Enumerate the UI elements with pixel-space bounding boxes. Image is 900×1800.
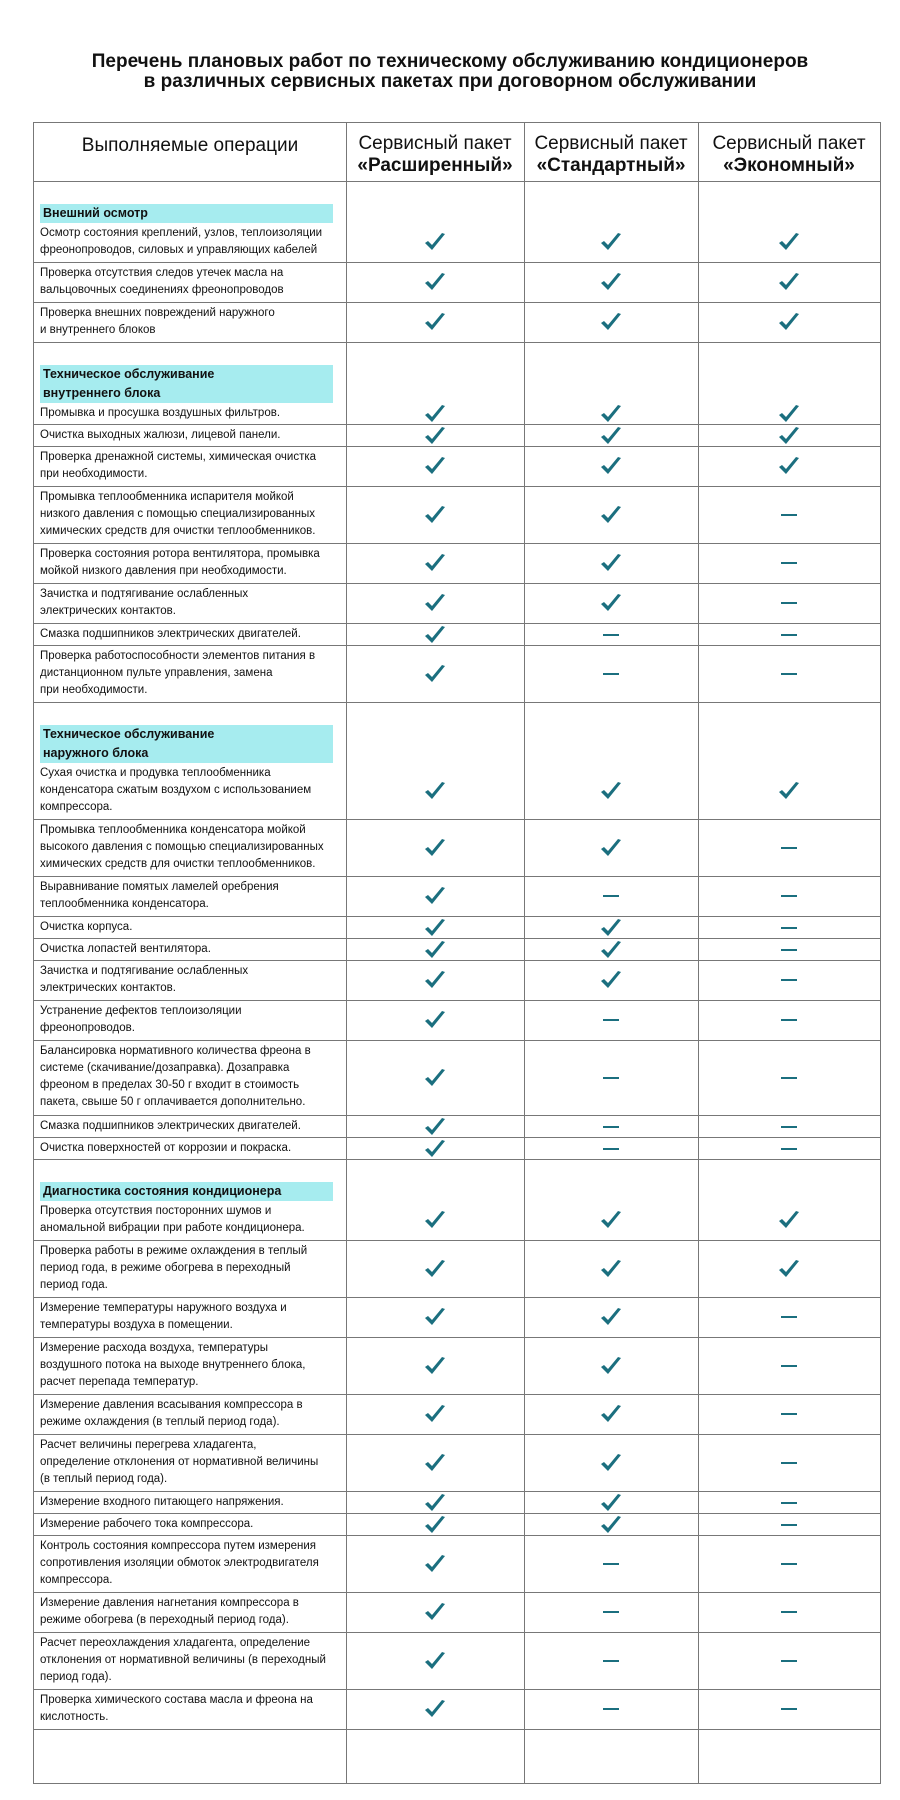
operation-text	[40, 225, 382, 259]
operation-text	[40, 1300, 382, 1334]
check-icon	[599, 552, 623, 574]
package-prefix: Сервисный пакет	[534, 133, 688, 154]
operation-line: Промывка теплообменника испарителя мойкой	[40, 491, 294, 503]
operation-line: период года).	[40, 1671, 112, 1683]
check-icon	[423, 311, 447, 333]
table-row	[34, 1241, 880, 1298]
check-icon	[777, 271, 801, 293]
operation-line: системе (скачивание/дозаправка). Дозаправка	[40, 1062, 290, 1074]
section-title-line: Диагностика состояния кондиционера	[43, 1184, 282, 1198]
operation-line: период года.	[40, 1279, 108, 1291]
dash-icon	[781, 1077, 797, 1079]
check-icon	[599, 1492, 623, 1514]
operation-text	[40, 449, 382, 483]
operation-line: температуры воздуха в помещении.	[40, 1319, 233, 1331]
operation-text	[40, 626, 382, 643]
check-icon	[423, 1492, 447, 1514]
package-name: «Экономный»	[723, 155, 855, 176]
operation-text	[40, 963, 382, 997]
operation-text	[40, 919, 382, 936]
operation-text	[40, 1043, 382, 1111]
operation-line: Зачистка и подтягивание ослабленных	[40, 588, 249, 600]
check-icon	[423, 917, 447, 939]
operation-text	[40, 546, 382, 580]
operation-line: Проверка состояния ротора вентилятора, промывка	[40, 548, 320, 560]
check-icon	[599, 425, 623, 447]
operation-line: компрессора.	[40, 1574, 113, 1586]
operation-line: определение отклонения от нормативной величины	[40, 1456, 319, 1468]
check-icon	[423, 425, 447, 447]
check-icon	[599, 271, 623, 293]
section-title-line: Техническое обслуживание	[43, 727, 215, 741]
table-row	[34, 624, 880, 646]
table-row	[34, 1536, 880, 1593]
dash-icon	[781, 979, 797, 981]
section-title-line: внутреннего блока	[43, 386, 161, 400]
operations-header: Выполняемые операции	[81, 135, 299, 156]
check-icon	[777, 403, 801, 425]
dash-icon	[781, 1462, 797, 1464]
check-icon	[423, 1403, 447, 1425]
table-row	[34, 1041, 880, 1116]
dash-icon	[781, 562, 797, 564]
section-title	[40, 725, 333, 763]
check-icon	[423, 1650, 447, 1672]
check-icon	[423, 231, 447, 253]
check-icon	[599, 1514, 623, 1536]
check-icon	[423, 403, 447, 425]
operation-line: фреоном в пределах 30-50 г входит в стоимость	[40, 1079, 300, 1091]
dash-icon	[603, 634, 619, 636]
check-icon	[423, 1452, 447, 1474]
check-icon	[423, 1355, 447, 1377]
operation-text	[40, 1635, 382, 1686]
check-icon	[423, 1601, 447, 1623]
operation-line: воздушного потока на выходе внутреннего блока,	[40, 1359, 306, 1371]
operation-line: низкого давления с помощью специализированных	[40, 508, 316, 520]
section-title	[40, 365, 333, 403]
operation-line: Измерение давления нагнетания компрессора в	[40, 1597, 299, 1609]
operation-text	[40, 1494, 382, 1511]
operation-line: Очистка лопастей вентилятора.	[40, 943, 211, 955]
check-icon	[423, 1553, 447, 1575]
operation-line: Устранение дефектов теплоизоляции	[40, 1005, 242, 1017]
table-row	[34, 1593, 880, 1633]
table-row	[34, 487, 880, 544]
operation-line: Измерение входного питающего напряжения.	[40, 1496, 284, 1508]
operation-line: Зачистка и подтягивание ослабленных	[40, 965, 249, 977]
operation-line: Проверка отсутствия следов утечек масла на	[40, 267, 284, 279]
dash-icon	[603, 673, 619, 675]
check-icon	[423, 1306, 447, 1328]
check-icon	[599, 592, 623, 614]
operation-line: режиме обогрева (в переходный период года).	[40, 1614, 289, 1626]
check-icon	[777, 455, 801, 477]
operation-text	[40, 1118, 382, 1135]
operation-text	[40, 765, 382, 816]
operation-text	[40, 1516, 382, 1533]
operation-line: электрических контактов.	[40, 982, 176, 994]
check-icon	[423, 624, 447, 646]
operation-line: Расчет величины перегрева хладагента,	[40, 1439, 257, 1451]
table-row	[34, 961, 880, 1001]
check-icon	[599, 311, 623, 333]
operation-text	[40, 427, 382, 444]
check-icon	[423, 885, 447, 907]
check-icon	[599, 1452, 623, 1474]
operation-line: Расчет переохлаждения хладагента, определение	[40, 1637, 311, 1649]
table-row	[34, 447, 880, 487]
check-icon	[423, 780, 447, 802]
operation-line: расчет перепада температур.	[40, 1376, 199, 1388]
table-row	[34, 763, 880, 820]
check-icon	[423, 1698, 447, 1720]
check-icon	[423, 504, 447, 526]
check-icon	[599, 504, 623, 526]
operation-line: Сухая очистка и продувка теплообменника	[40, 767, 271, 779]
operation-line: Проверка отсутствия посторонних шумов и	[40, 1205, 272, 1217]
dash-icon	[781, 895, 797, 897]
operation-line: фреонопроводов.	[40, 1022, 135, 1034]
table-row	[34, 1514, 880, 1536]
table-row	[34, 223, 880, 263]
dash-icon	[603, 895, 619, 897]
dash-icon	[781, 1413, 797, 1415]
table-row	[34, 1138, 880, 1160]
operation-text	[40, 822, 382, 873]
operation-line: (в теплый период года).	[40, 1473, 168, 1485]
operation-text	[40, 305, 382, 339]
dash-icon	[781, 927, 797, 929]
dash-icon	[781, 1502, 797, 1504]
section-header	[34, 343, 880, 403]
dash-icon	[781, 634, 797, 636]
check-icon	[423, 1009, 447, 1031]
table-row	[34, 1201, 880, 1241]
operation-line: Проверка химического состава масла и фреона на	[40, 1694, 313, 1706]
check-icon	[423, 1067, 447, 1089]
operation-text	[40, 1538, 382, 1589]
operation-text	[40, 1340, 382, 1391]
operation-line: при необходимости.	[40, 684, 148, 696]
table-body	[34, 182, 880, 1730]
services-table	[33, 122, 881, 1784]
operation-line: Осмотр состояния креплений, узлов, теплоизоляции	[40, 227, 323, 239]
table-row	[34, 425, 880, 447]
check-icon	[599, 939, 623, 961]
table-row	[34, 939, 880, 961]
table-row	[34, 1298, 880, 1338]
operation-line: Проверка внешних повреждений наружного	[40, 307, 275, 319]
package-header-standard	[524, 133, 698, 177]
table-row	[34, 1690, 880, 1730]
check-icon	[599, 917, 623, 939]
check-icon	[777, 1258, 801, 1280]
check-icon	[423, 837, 447, 859]
operation-line: Измерение рабочего тока компрессора.	[40, 1518, 254, 1530]
check-icon	[777, 231, 801, 253]
dash-icon	[603, 1563, 619, 1565]
section-header	[34, 1160, 880, 1201]
dash-icon	[603, 1148, 619, 1150]
dash-icon	[781, 847, 797, 849]
dash-icon	[781, 602, 797, 604]
table-row	[34, 1492, 880, 1514]
check-icon	[777, 311, 801, 333]
operation-line: теплообменника конденсатора.	[40, 898, 209, 910]
title-line-2: в различных сервисных пакетах при договорном обслуживании	[143, 71, 757, 92]
section-title	[40, 1182, 333, 1201]
check-icon	[599, 403, 623, 425]
check-icon	[599, 837, 623, 859]
check-icon	[423, 1116, 447, 1138]
dash-icon	[781, 1148, 797, 1150]
check-icon	[599, 1209, 623, 1231]
table-row	[34, 877, 880, 917]
package-header-extended	[346, 133, 524, 177]
operation-text	[40, 1437, 382, 1488]
operation-text	[40, 1140, 382, 1157]
check-icon	[423, 939, 447, 961]
check-icon	[599, 780, 623, 802]
dash-icon	[781, 1365, 797, 1367]
dash-icon	[781, 514, 797, 516]
check-icon	[423, 1258, 447, 1280]
dash-icon	[781, 1611, 797, 1613]
operation-line: Проверка работоспособности элементов питания в	[40, 650, 316, 662]
operation-line: период года, в режиме обогрева в переходный	[40, 1262, 291, 1274]
check-icon	[423, 1209, 447, 1231]
operation-line: режиме охлаждения (в теплый период года).	[40, 1416, 280, 1428]
operation-line: Проверка работы в режиме охлаждения в теплый	[40, 1245, 308, 1257]
section-title-line: Техническое обслуживание	[43, 367, 215, 381]
operation-line: Балансировка нормативного количества фреона в	[40, 1045, 311, 1057]
operation-line: мойкой низкого давления при необходимости.	[40, 565, 287, 577]
operation-line: фреонопроводов, силовых и управляющих кабелей	[40, 244, 318, 256]
operation-line: вальцовочных соединениях фреонопроводов	[40, 284, 284, 296]
check-icon	[599, 1258, 623, 1280]
table-row	[34, 1338, 880, 1395]
operation-text	[40, 879, 382, 913]
operation-line: Контроль состояния компрессора путем измерения	[40, 1540, 317, 1552]
check-icon	[423, 1138, 447, 1160]
package-prefix: Сервисный пакет	[358, 133, 512, 154]
operation-line: дистанционном пульте управления, замена	[40, 667, 273, 679]
check-icon	[423, 663, 447, 685]
package-prefix: Сервисный пакет	[712, 133, 866, 154]
check-icon	[599, 1306, 623, 1328]
check-icon	[423, 969, 447, 991]
operation-line: пакета, свыше 50 г оплачивается дополнительно.	[40, 1096, 306, 1108]
package-header-economy	[698, 133, 880, 177]
section-header	[34, 703, 880, 763]
dash-icon	[781, 1524, 797, 1526]
operation-line: Проверка дренажной системы, химическая очистка	[40, 451, 317, 463]
dash-icon	[781, 673, 797, 675]
dash-icon	[781, 949, 797, 951]
operation-line: Измерение расхода воздуха, температуры	[40, 1342, 269, 1354]
operation-line: Смазка подшипников электрических двигателей.	[40, 628, 301, 640]
operation-text	[40, 405, 382, 422]
operation-line: отклонения от нормативной величины (в переходный	[40, 1654, 326, 1666]
dash-icon	[603, 1708, 619, 1710]
section-title-line: Внешний осмотр	[43, 206, 148, 220]
operation-line: Промывка теплообменника конденсатора мойкой	[40, 824, 306, 836]
check-icon	[777, 780, 801, 802]
table-row	[34, 917, 880, 939]
section-title	[40, 204, 333, 223]
check-icon	[599, 231, 623, 253]
operation-line: кислотность.	[40, 1711, 109, 1723]
operation-line: компрессора.	[40, 801, 113, 813]
operation-text	[40, 1595, 382, 1629]
check-icon	[423, 271, 447, 293]
check-icon	[777, 425, 801, 447]
operation-line: Измерение давления всасывания компрессора в	[40, 1399, 303, 1411]
dash-icon	[603, 1077, 619, 1079]
operation-text	[40, 1397, 382, 1431]
operation-line: Очистка корпуса.	[40, 921, 133, 933]
dash-icon	[781, 1660, 797, 1662]
operation-text	[40, 1003, 382, 1037]
dash-icon	[781, 1708, 797, 1710]
operation-line: Очистка поверхностей от коррозии и покраска.	[40, 1142, 292, 1154]
operation-text	[40, 648, 382, 699]
check-icon	[777, 1209, 801, 1231]
operation-text	[40, 265, 382, 299]
check-icon	[599, 1355, 623, 1377]
operation-line: при необходимости.	[40, 468, 148, 480]
table-row	[34, 544, 880, 584]
operation-line: конденсатора сжатым воздухом с использованием	[40, 784, 312, 796]
dash-icon	[603, 1611, 619, 1613]
operation-text	[40, 586, 382, 620]
section-header	[34, 182, 880, 223]
operation-line: химических средств для очистки теплообменников.	[40, 525, 316, 537]
operation-line: высокого давления с помощью специализированных	[40, 841, 324, 853]
table-row	[34, 820, 880, 877]
check-icon	[423, 552, 447, 574]
table-row	[34, 646, 880, 703]
check-icon	[599, 455, 623, 477]
table-header	[34, 123, 880, 182]
table-row	[34, 1001, 880, 1041]
package-name: «Стандартный»	[536, 155, 686, 176]
package-name: «Расширенный»	[357, 155, 513, 176]
operation-line: Смазка подшипников электрических двигателей.	[40, 1120, 301, 1132]
table-row	[34, 1435, 880, 1492]
operation-line: аномальной вибрации при работе кондиционера.	[40, 1222, 305, 1234]
operation-line: Измерение температуры наружного воздуха и	[40, 1302, 287, 1314]
operation-text	[40, 941, 382, 958]
table-row	[34, 403, 880, 425]
operation-line: Выравнивание помятых ламелей оребрения	[40, 881, 279, 893]
table-row	[34, 303, 880, 343]
check-icon	[423, 455, 447, 477]
check-icon	[423, 1514, 447, 1536]
page-title	[0, 52, 900, 92]
dash-icon	[781, 1316, 797, 1318]
dash-icon	[603, 1126, 619, 1128]
table-row	[34, 1395, 880, 1435]
operation-text	[40, 1243, 382, 1294]
title-line-1: Перечень плановых работ по техническому обслуживанию кондиционеров	[91, 51, 809, 72]
dash-icon	[603, 1660, 619, 1662]
check-icon	[599, 969, 623, 991]
operation-text	[40, 1203, 382, 1237]
table-row	[34, 1633, 880, 1690]
dash-icon	[603, 1019, 619, 1021]
table-row	[34, 263, 880, 303]
operation-text	[40, 489, 382, 540]
table-row	[34, 1116, 880, 1138]
check-icon	[423, 592, 447, 614]
operation-line: Очистка выходных жалюзи, лицевой панели.	[40, 429, 281, 441]
operation-line: электрических контактов.	[40, 605, 176, 617]
operation-line: сопротивления изоляции обмоток электродвигателя	[40, 1557, 319, 1569]
operation-line: Промывка и просушка воздушных фильтров.	[40, 407, 281, 419]
operation-text	[40, 1692, 382, 1726]
table-row	[34, 584, 880, 624]
dash-icon	[781, 1019, 797, 1021]
operation-line: химических средств для очистки теплообменников.	[40, 858, 316, 870]
dash-icon	[781, 1126, 797, 1128]
operation-line: и внутреннего блоков	[40, 324, 156, 336]
dash-icon	[781, 1563, 797, 1565]
check-icon	[599, 1403, 623, 1425]
section-title-line: наружного блока	[43, 746, 149, 760]
